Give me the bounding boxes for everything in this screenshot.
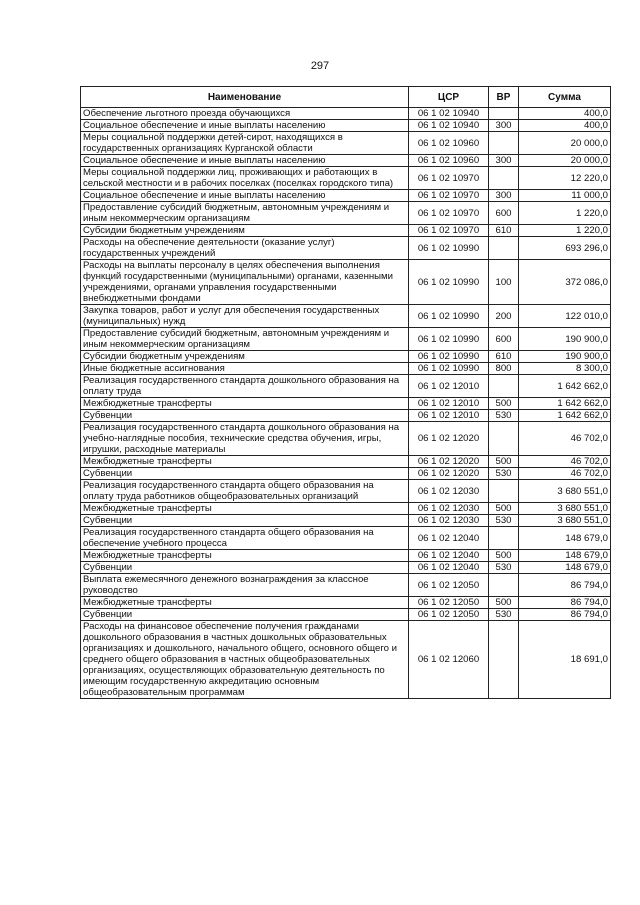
cell-vr: 530 bbox=[489, 410, 519, 422]
cell-name: Предоставление субсидий бюджетным, автономным учреждениям и иным некоммерческим организациям bbox=[81, 328, 409, 351]
table-row bbox=[81, 363, 611, 375]
cell-name: Выплата ежемесячного денежного вознаграждения за классное руководство bbox=[81, 574, 409, 597]
cell-sum: 148 679,0 bbox=[519, 562, 611, 574]
table-row bbox=[81, 480, 611, 503]
cell-name: Субвенции bbox=[81, 410, 409, 422]
cell-name: Субсидии бюджетным учреждениям bbox=[81, 351, 409, 363]
cell-vr: 300 bbox=[489, 155, 519, 167]
table-body bbox=[81, 108, 611, 699]
cell-name: Расходы на выплаты персоналу в целях обеспечения выполнения функций государственными (муниципальными) органами, казенными учреждениями, органами управления государственными внебюджетными фондами bbox=[81, 260, 409, 305]
cell-sum: 1 220,0 bbox=[519, 202, 611, 225]
cell-vr: 610 bbox=[489, 225, 519, 237]
cell-csr: 06 1 02 12020 bbox=[409, 468, 489, 480]
cell-csr: 06 1 02 12010 bbox=[409, 398, 489, 410]
cell-csr: 06 1 02 10990 bbox=[409, 260, 489, 305]
cell-sum: 3 680 551,0 bbox=[519, 480, 611, 503]
cell-name: Межбюджетные трансферты bbox=[81, 503, 409, 515]
cell-sum: 1 220,0 bbox=[519, 225, 611, 237]
cell-sum: 1 642 662,0 bbox=[519, 375, 611, 398]
table-row bbox=[81, 527, 611, 550]
table-row bbox=[81, 120, 611, 132]
cell-sum: 8 300,0 bbox=[519, 363, 611, 375]
cell-name: Социальное обеспечение и иные выплаты населению bbox=[81, 155, 409, 167]
cell-sum: 86 794,0 bbox=[519, 574, 611, 597]
cell-sum: 11 000,0 bbox=[519, 190, 611, 202]
cell-name: Реализация государственного стандарта общего образования на обеспечение учебного процесса bbox=[81, 527, 409, 550]
cell-csr: 06 1 02 10970 bbox=[409, 167, 489, 190]
cell-sum: 18 691,0 bbox=[519, 621, 611, 699]
table-row bbox=[81, 515, 611, 527]
cell-csr: 06 1 02 12010 bbox=[409, 410, 489, 422]
cell-vr: 530 bbox=[489, 609, 519, 621]
cell-vr: 530 bbox=[489, 562, 519, 574]
cell-vr bbox=[489, 480, 519, 503]
table-row bbox=[81, 305, 611, 328]
cell-vr: 530 bbox=[489, 468, 519, 480]
cell-name: Закупка товаров, работ и услуг для обеспечения государственных (муниципальных) нужд bbox=[81, 305, 409, 328]
cell-csr: 06 1 02 12050 bbox=[409, 597, 489, 609]
cell-sum: 190 900,0 bbox=[519, 328, 611, 351]
cell-sum: 20 000,0 bbox=[519, 132, 611, 155]
table-row bbox=[81, 410, 611, 422]
table-row bbox=[81, 375, 611, 398]
cell-csr: 06 1 02 12030 bbox=[409, 515, 489, 527]
cell-name: Межбюджетные трансферты bbox=[81, 398, 409, 410]
cell-vr: 500 bbox=[489, 503, 519, 515]
cell-name: Расходы на обеспечение деятельности (оказание услуг) государственных учреждений bbox=[81, 237, 409, 260]
cell-csr: 06 1 02 10940 bbox=[409, 108, 489, 120]
cell-csr: 06 1 02 10940 bbox=[409, 120, 489, 132]
cell-vr bbox=[489, 621, 519, 699]
cell-vr bbox=[489, 108, 519, 120]
cell-vr: 600 bbox=[489, 202, 519, 225]
cell-csr: 06 1 02 12010 bbox=[409, 375, 489, 398]
table-row bbox=[81, 597, 611, 609]
cell-vr bbox=[489, 375, 519, 398]
cell-sum: 400,0 bbox=[519, 108, 611, 120]
cell-csr: 06 1 02 12030 bbox=[409, 480, 489, 503]
cell-csr: 06 1 02 10990 bbox=[409, 305, 489, 328]
cell-csr: 06 1 02 10990 bbox=[409, 328, 489, 351]
cell-vr: 800 bbox=[489, 363, 519, 375]
cell-sum: 86 794,0 bbox=[519, 609, 611, 621]
cell-name: Социальное обеспечение и иные выплаты населению bbox=[81, 120, 409, 132]
cell-csr: 06 1 02 12030 bbox=[409, 503, 489, 515]
cell-sum: 12 220,0 bbox=[519, 167, 611, 190]
cell-vr bbox=[489, 574, 519, 597]
cell-csr: 06 1 02 10990 bbox=[409, 351, 489, 363]
cell-name: Субвенции bbox=[81, 562, 409, 574]
cell-name: Реализация государственного стандарта дошкольного образования на учебно-наглядные пособия, технические средства обучения, игры, игрушки, расходные материалы bbox=[81, 422, 409, 456]
table-row bbox=[81, 550, 611, 562]
cell-sum: 1 642 662,0 bbox=[519, 398, 611, 410]
cell-sum: 148 679,0 bbox=[519, 550, 611, 562]
cell-name: Меры социальной поддержки детей-сирот, находящихся в государственных организациях Курганской области bbox=[81, 132, 409, 155]
table-row bbox=[81, 351, 611, 363]
cell-name: Межбюджетные трансферты bbox=[81, 550, 409, 562]
cell-sum: 372 086,0 bbox=[519, 260, 611, 305]
table-row bbox=[81, 422, 611, 456]
cell-csr: 06 1 02 12020 bbox=[409, 422, 489, 456]
cell-sum: 400,0 bbox=[519, 120, 611, 132]
cell-vr: 500 bbox=[489, 398, 519, 410]
table-row bbox=[81, 237, 611, 260]
cell-name: Меры социальной поддержки лиц, проживающих и работающих в сельской местности и в рабочих поселках (поселках городского типа) bbox=[81, 167, 409, 190]
table-row bbox=[81, 202, 611, 225]
cell-vr: 200 bbox=[489, 305, 519, 328]
cell-sum: 148 679,0 bbox=[519, 527, 611, 550]
cell-name: Субвенции bbox=[81, 609, 409, 621]
cell-sum: 1 642 662,0 bbox=[519, 410, 611, 422]
cell-name: Реализация государственного стандарта дошкольного образования на оплату труда bbox=[81, 375, 409, 398]
cell-vr bbox=[489, 237, 519, 260]
table-header-row bbox=[81, 87, 611, 108]
cell-vr: 600 bbox=[489, 328, 519, 351]
cell-name: Межбюджетные трансферты bbox=[81, 456, 409, 468]
header-name: Наименование bbox=[81, 87, 409, 108]
table-row bbox=[81, 190, 611, 202]
cell-sum: 3 680 551,0 bbox=[519, 515, 611, 527]
cell-sum: 46 702,0 bbox=[519, 456, 611, 468]
cell-name: Реализация государственного стандарта общего образования на оплату труда работников общеобразовательных организаций bbox=[81, 480, 409, 503]
cell-vr: 100 bbox=[489, 260, 519, 305]
cell-name: Субсидии бюджетным учреждениям bbox=[81, 225, 409, 237]
cell-sum: 3 680 551,0 bbox=[519, 503, 611, 515]
cell-sum: 20 000,0 bbox=[519, 155, 611, 167]
cell-vr: 500 bbox=[489, 550, 519, 562]
table-row bbox=[81, 398, 611, 410]
cell-vr: 610 bbox=[489, 351, 519, 363]
cell-name: Предоставление субсидий бюджетным, автономным учреждениям и иным некоммерческим организациям bbox=[81, 202, 409, 225]
cell-sum: 46 702,0 bbox=[519, 468, 611, 480]
cell-csr: 06 1 02 10960 bbox=[409, 155, 489, 167]
cell-sum: 86 794,0 bbox=[519, 597, 611, 609]
cell-csr: 06 1 02 10970 bbox=[409, 202, 489, 225]
cell-vr: 530 bbox=[489, 515, 519, 527]
cell-vr bbox=[489, 422, 519, 456]
table-row bbox=[81, 225, 611, 237]
cell-csr: 06 1 02 10960 bbox=[409, 132, 489, 155]
cell-csr: 06 1 02 12040 bbox=[409, 527, 489, 550]
cell-csr: 06 1 02 10970 bbox=[409, 190, 489, 202]
cell-sum: 190 900,0 bbox=[519, 351, 611, 363]
cell-name: Иные бюджетные ассигнования bbox=[81, 363, 409, 375]
cell-csr: 06 1 02 12050 bbox=[409, 609, 489, 621]
cell-name: Межбюджетные трансферты bbox=[81, 597, 409, 609]
cell-sum: 46 702,0 bbox=[519, 422, 611, 456]
cell-csr: 06 1 02 12050 bbox=[409, 574, 489, 597]
cell-csr: 06 1 02 10990 bbox=[409, 363, 489, 375]
page-number: 297 bbox=[310, 60, 330, 72]
cell-name: Субвенции bbox=[81, 468, 409, 480]
budget-table bbox=[80, 86, 611, 699]
table-row bbox=[81, 260, 611, 305]
cell-vr: 500 bbox=[489, 456, 519, 468]
table-row bbox=[81, 562, 611, 574]
cell-vr bbox=[489, 132, 519, 155]
cell-sum: 122 010,0 bbox=[519, 305, 611, 328]
table-row bbox=[81, 155, 611, 167]
header-csr: ЦСР bbox=[409, 87, 489, 108]
header-vr: ВР bbox=[489, 87, 519, 108]
cell-vr: 300 bbox=[489, 190, 519, 202]
cell-csr: 06 1 02 12060 bbox=[409, 621, 489, 699]
cell-csr: 06 1 02 12040 bbox=[409, 550, 489, 562]
cell-csr: 06 1 02 10990 bbox=[409, 237, 489, 260]
table-row bbox=[81, 609, 611, 621]
table-row bbox=[81, 503, 611, 515]
table-row bbox=[81, 574, 611, 597]
table-row bbox=[81, 621, 611, 699]
cell-sum: 693 296,0 bbox=[519, 237, 611, 260]
cell-vr: 300 bbox=[489, 120, 519, 132]
table-row bbox=[81, 328, 611, 351]
cell-name: Социальное обеспечение и иные выплаты населению bbox=[81, 190, 409, 202]
cell-csr: 06 1 02 12020 bbox=[409, 456, 489, 468]
table-row bbox=[81, 132, 611, 155]
cell-name: Расходы на финансовое обеспечение получения гражданами дошкольного образования в частных дошкольных образовательных организациях и дошкольного, начального общего, основного общего и среднего общего образования в частных общеобразовательных организациях, осуществляющих образовательную деятельность по имеющим государственную аккредитацию основным общеобразовательным программам bbox=[81, 621, 409, 699]
cell-csr: 06 1 02 10970 bbox=[409, 225, 489, 237]
cell-vr: 500 bbox=[489, 597, 519, 609]
table-row bbox=[81, 167, 611, 190]
table-row bbox=[81, 468, 611, 480]
table-row bbox=[81, 456, 611, 468]
header-sum: Сумма bbox=[519, 87, 611, 108]
cell-csr: 06 1 02 12040 bbox=[409, 562, 489, 574]
cell-name: Субвенции bbox=[81, 515, 409, 527]
cell-name: Обеспечение льготного проезда обучающихся bbox=[81, 108, 409, 120]
cell-vr bbox=[489, 167, 519, 190]
table-row bbox=[81, 108, 611, 120]
cell-vr bbox=[489, 527, 519, 550]
